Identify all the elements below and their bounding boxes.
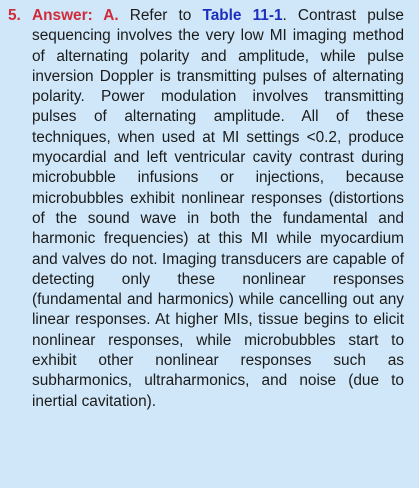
question-number: 5. [8, 7, 21, 24]
answer-label: Answer: A. [32, 7, 119, 24]
table-reference-link[interactable]: Table 11-1 [202, 7, 283, 24]
answer-paragraph [8, 6, 404, 412]
answer-explanation [8, 6, 404, 412]
refer-prefix: Refer to [129, 7, 192, 24]
explanation-text: . Contrast pulse sequencing involves the very low MI imaging method of alternating polarity and amplitude, while pulse inversion Doppler is transmitting pulses of alternating polarity. Power modulation involves transmitting pulses of alternating amplitude. All of these techniques, when used at MI settings <0.2, produce myocardial and left ventricular cavity contrast during microbubble infusions or injections, because microbubbles exhibit nonlinear responses (distortions of the sound wave in both the fundamental and harmonic frequencies) at this MI while myocardium and valves do not. Imaging transducers are capable of detecting only these nonlinear responses (fundamental and harmonics) while cancelling out any linear responses. At higher MIs, tissue begins to elicit nonlinear responses, while microbubbles start to exhibit other nonlinear responses such as subharmonics, ultraharmonics, and noise (due to inertial cavitation). [32, 7, 404, 410]
